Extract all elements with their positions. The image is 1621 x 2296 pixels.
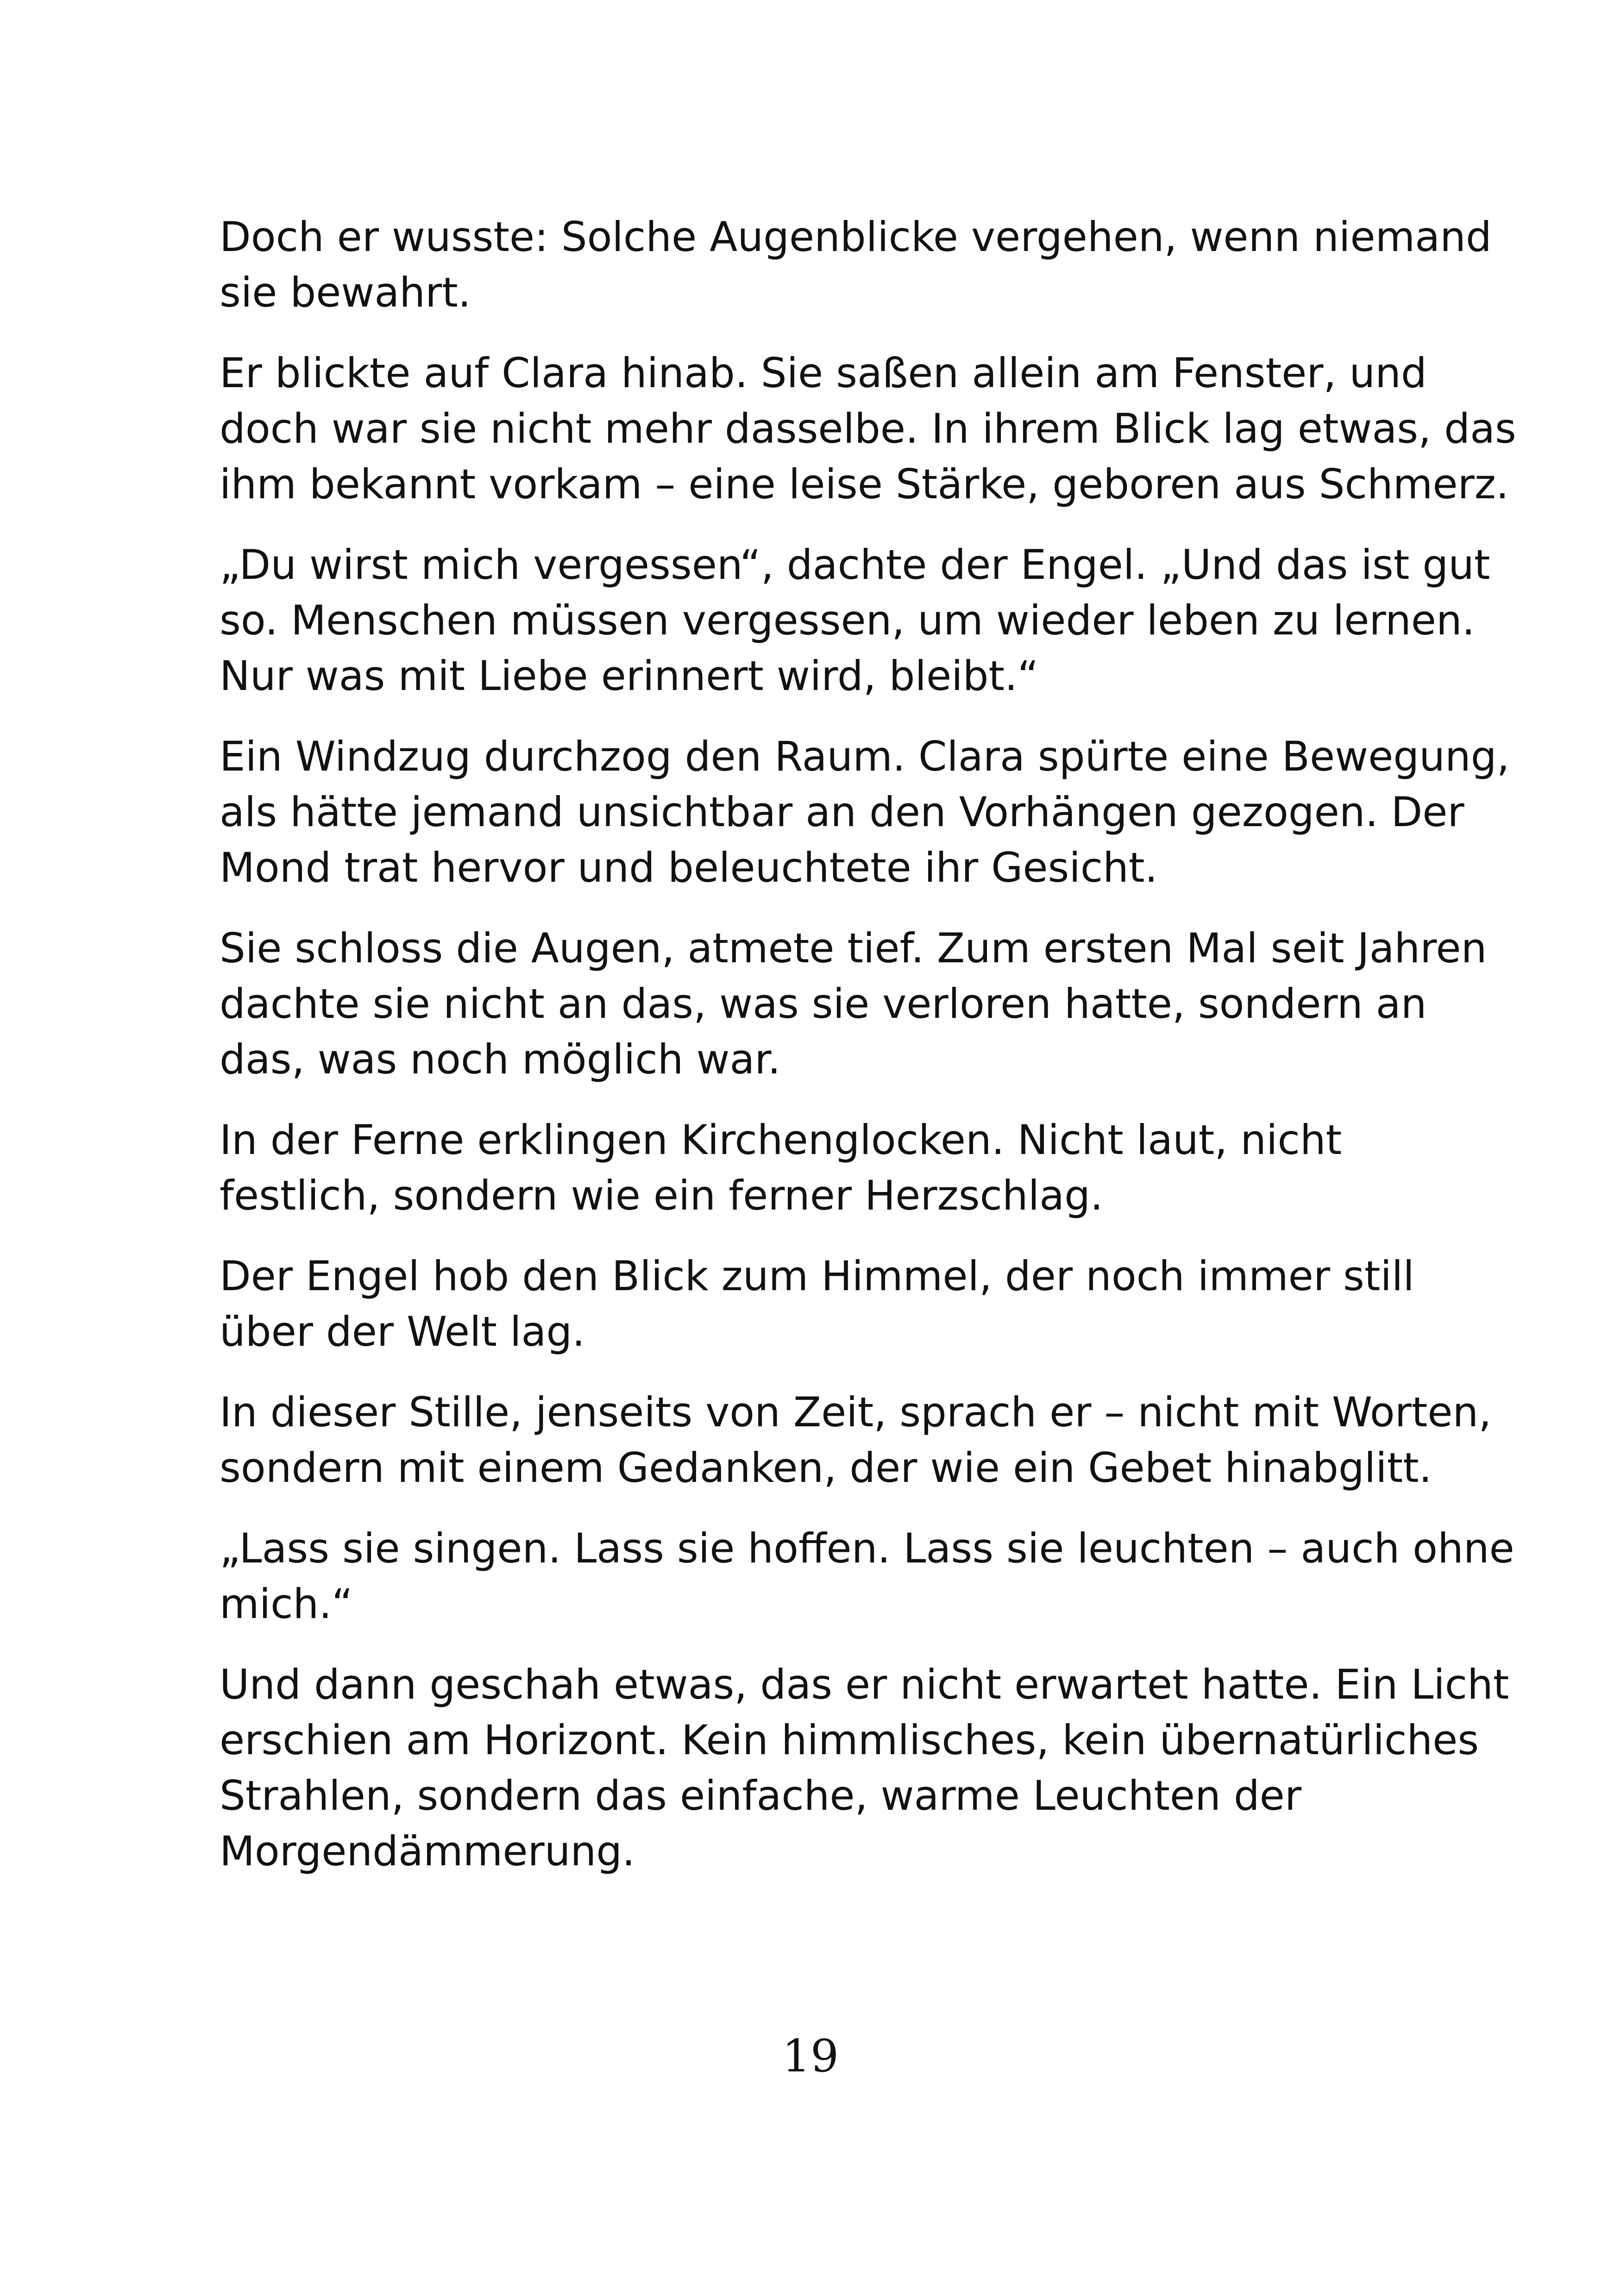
text-line: über der Welt lag. [220,1308,585,1355]
text-line: das, was noch möglich war. [220,1035,781,1083]
paragraph [220,209,1492,320]
text-line: Nur was mit Liebe erinnert wird, bleibt.“ [220,652,1039,700]
text-line: Sie schloss die Augen, atmete tief. Zum ersten Mal seit Jahren [220,924,1487,972]
text-line: erschien am Horizont. Kein himmlisches, kein übernatürliches [220,1716,1479,1764]
paragraph [220,921,1487,1087]
text-line: festlich, sondern wie ein ferner Herzschlag. [220,1172,1103,1219]
text-line: so. Menschen müssen vergessen, um wieder leben zu lernen. [220,596,1475,644]
page-number: 19 [782,2030,839,2082]
paragraph [220,345,1516,512]
paragraph [220,1385,1492,1496]
text-line: „Du wirst mich vergessen“, dachte der Engel. „Und das ist gut [220,541,1490,589]
paragraph [220,1248,1424,1360]
text-line: doch war sie nicht mehr dasselbe. In ihrem Blick lag etwas, das [220,405,1516,452]
text-line: mich.“ [220,1580,353,1628]
text-line: In der Ferne erklingen Kirchenglocken. Nicht laut, nicht [220,1116,1342,1164]
text-line: „Lass sie singen. Lass sie hoffen. Lass sie leuchten – auch ohne [220,1524,1514,1572]
paragraph [220,537,1490,704]
text-line: Ein Windzug durchzog den Raum. Clara spürte eine Bewegung, [220,733,1510,780]
paragraph [220,1657,1509,1879]
text-line: sondern mit einem Gedanken, der wie ein Gebet hinabglitt. [220,1444,1432,1492]
paragraph [220,729,1510,896]
text-line: Doch er wusste: Solche Augenblicke vergehen, wenn niemand [220,213,1492,261]
text-line: In dieser Stille, jenseits von Zeit, sprach er – nicht mit Worten, [220,1388,1492,1436]
text-line: Mond trat hervor und beleuchtete ihr Gesicht. [220,844,1158,891]
paragraph [220,1521,1514,1632]
text-line: als hätte jemand unsichtbar an den Vorhängen gezogen. Der [220,788,1464,836]
text-line: sie bewahrt. [220,269,471,316]
text-line: dachte sie nicht an das, was sie verloren hatte, sondern an [220,980,1427,1028]
text-line: Und dann geschah etwas, das er nicht erwartet hatte. Ein Licht [220,1661,1509,1708]
text-line: Der Engel hob den Blick zum Himmel, der noch immer still [220,1252,1414,1300]
text-line: Morgendämmerung. [220,1827,635,1875]
body-text [220,209,1516,1904]
paragraph [220,1112,1424,1223]
text-line: ihm bekannt vorkam – eine leise Stärke, geboren aus Schmerz. [220,460,1509,508]
text-line: Strahlen, sondern das einfache, warme Leuchten der [220,1772,1301,1819]
text-line: Er blickte auf Clara hinab. Sie saßen allein am Fenster, und [220,349,1427,397]
